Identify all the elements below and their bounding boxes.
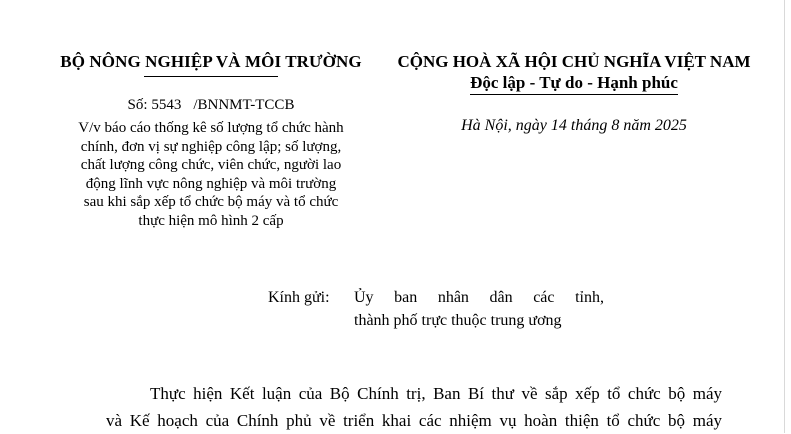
- recipient-block: [268, 286, 604, 332]
- ministry-name: BỘ NÔNG NGHIỆP VÀ MÔI TRƯỜNG: [60, 52, 362, 71]
- national-header: [388, 52, 760, 95]
- page-edge-line: [784, 0, 785, 433]
- motto-wrapper: [388, 72, 760, 95]
- recipient-word: Ủy: [354, 289, 374, 306]
- body-line: Thực hiện Kết luận của Bộ Chính trị, Ban Bí thư về sắp xếp tổ chức bộ máy: [150, 384, 722, 403]
- recipient-word: tỉnh,: [575, 289, 604, 306]
- ministry-underline: [144, 76, 278, 77]
- document-number-suffix: /BNNMT-TCCB: [193, 97, 295, 113]
- issuer-block: [30, 52, 392, 231]
- document-number: [30, 95, 392, 115]
- document-number-label: Số:: [127, 97, 148, 113]
- document-subject: [30, 119, 392, 231]
- subject-line: động lĩnh vực nông nghiệp và môi trường: [85, 175, 337, 192]
- national-motto: Độc lập - Tự do - Hạnh phúc: [470, 72, 678, 95]
- recipient-word: nhân: [437, 289, 469, 306]
- recipient-label: Kính gửi:: [268, 289, 330, 306]
- place-date: Hà Nội, ngày 14 tháng 8 năm 2025: [461, 117, 687, 134]
- body-line: và Kế hoạch của Chính phủ về triển khai các nhiệm vụ hoàn thiện tổ chức bộ máy: [106, 411, 722, 430]
- recipient-line-2: thành phố trực thuộc trung ương: [354, 312, 562, 329]
- recipient-word: dân: [489, 289, 513, 306]
- recipient-line-1: [354, 286, 604, 309]
- subject-line: thực hiện mô hình 2 cấp: [138, 212, 284, 229]
- subject-line: V/v báo cáo thống kê số lượng tổ chức hành: [78, 120, 344, 136]
- recipient-word: ban: [394, 289, 418, 306]
- recipient-word: các: [533, 289, 555, 306]
- subject-line: sau khi sắp xếp tổ chức bộ máy và tổ chức: [83, 194, 339, 211]
- nation-title: CỘNG HOÀ XÃ HỘI CHỦ NGHĨA VIỆT NAM: [397, 52, 751, 71]
- subject-line: chất lượng công chức, viên chức, người lao: [80, 157, 342, 174]
- body-paragraph: [106, 380, 722, 434]
- document-number-value: 5543: [151, 97, 182, 113]
- subject-line: chính, đơn vị sự nghiệp công lập; số lượng,: [80, 138, 342, 155]
